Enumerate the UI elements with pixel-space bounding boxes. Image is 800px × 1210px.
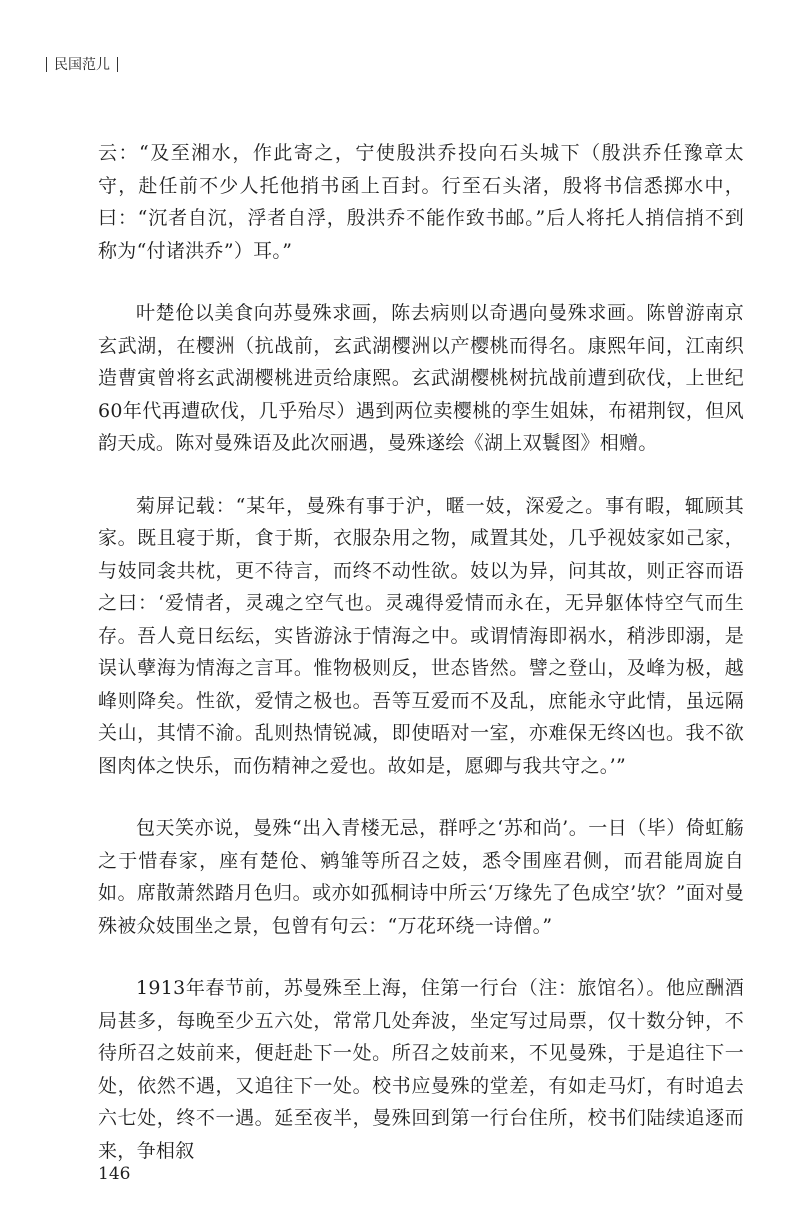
paragraph: 菊屏记载：“某年，曼殊有事于沪，暱一妓，深爱之。事有暇，辄顾其家。既且寝于斯，食于斯，衣服杂用之物，咸置其处，几乎视妓家如己家，与妓同衾共枕，更不待言，而终不动性欲。妓以为异，问其故，则正容而语之曰：‘爱情者，灵魂之空气也。灵魂得爱情而永在，无异躯体恃空气而生存。吾人竟日纭纭，实皆游泳于情海之中。或谓情海即祸水，稍涉即溺，是误认孽海为情海之言耳。惟物极则反，世态皆然。譬之登山，及峰为极，越峰则降矣。性欲，爱情之极也。吾等互爱而不及乱，庶能永守此情，虽远隔关山，其情不渝。乱则热情锐减，即使晤对一室，亦难保无终凶也。我不欲图肉体之快乐，而伤精神之爱也。故如是，愿卿与我共守之。’” (98, 494, 744, 777)
paragraph: 包天笑亦说，曼殊“出入青楼无忌，群呼之‘苏和尚’。一日（毕）倚虹觞之于惜春家，座有楚伧、鹓雏等所召之妓，悉令围座君侧，而君能周旋自如。席散萧然踏月色归。或亦如孤桐诗中所云‘万缘先了色成空’欤？”面对曼殊被众妓围坐之景，包曾有句云：“万花环绕一诗僧。” (98, 817, 744, 937)
section-title: 民国范儿 (54, 57, 110, 73)
header-left-rule (46, 57, 47, 72)
header-right-rule (117, 57, 118, 72)
running-header (46, 54, 118, 74)
page-body (98, 137, 744, 1167)
paragraph: 叶楚伧以美食向苏曼殊求画，陈去病则以奇遇向曼殊求画。陈曾游南京玄武湖，在樱洲（抗战前，玄武湖樱洲以产樱桃而得名。康熙年间，江南织造曹寅曾将玄武湖樱桃进贡给康熙。玄武湖樱桃树抗战前遭到砍伐，上世纪60年代再遭砍伐，几乎殆尽）遇到两位卖樱桃的孪生姐妹，布裙荆钗，但风韵天成。陈对曼殊语及此次丽遇，曼殊遂绘《湖上双鬟图》相赠。 (98, 302, 744, 454)
paragraph-continued: 云：“及至湘水，作此寄之，宁使殷洪乔投向石头城下（殷洪乔任豫章太守，赴任前不少人托他捎书函上百封。行至石头渚，殷将书信悉掷水中，曰：“沉者自沉，浮者自浮，殷洪乔不能作致书邮。”后人将托人捎信捎不到称为“付诸洪乔”）耳。” (98, 142, 744, 262)
page-number: 146 (98, 1164, 131, 1184)
paragraph: 1913年春节前，苏曼殊至上海，住第一行台（注：旅馆名）。他应酬酒局甚多，每晚至少五六处，常常几处奔波，坐定写过局票，仅十数分钟，不待所召之妓前来，便赶赴下一处。所召之妓前来，不见曼殊，于是追往下一处，依然不遇，又追往下一处。校书应曼殊的堂差，有如走马灯，有时追去六七处，终不一遇。延至夜半，曼殊回到第一行台住所，校书们陆续追逐而来，争相叙 (98, 977, 744, 1162)
